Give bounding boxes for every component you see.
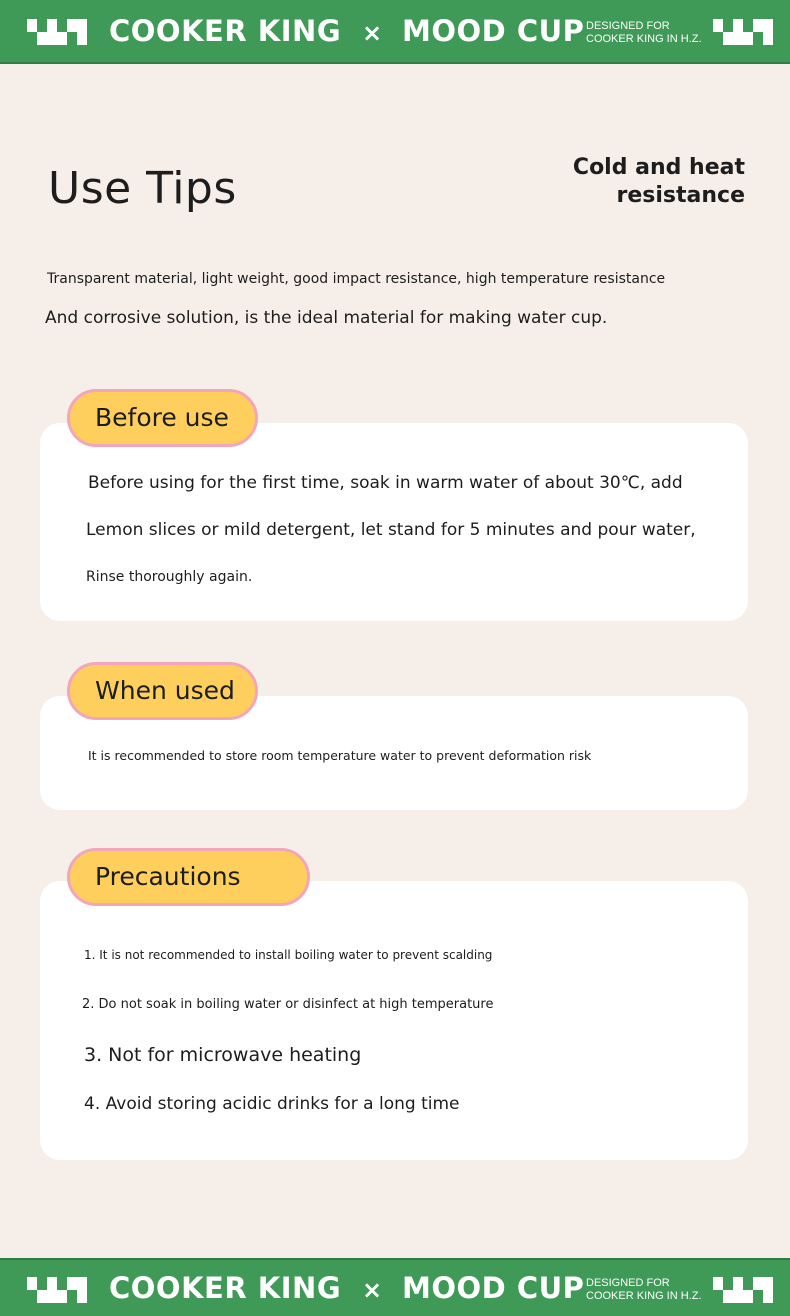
collab-times-icon: × xyxy=(362,19,383,47)
before-use-card xyxy=(40,423,748,621)
before-use-line: Before using for the first time, soak in warm water of about 30℃, add xyxy=(88,473,683,493)
checker-pattern-icon xyxy=(27,19,87,45)
before-use-line: Lemon slices or mild detergent, let stand for 5 minutes and pour water, xyxy=(86,520,696,540)
brand-cooker-king: COOKER KING xyxy=(109,14,342,48)
checker-pattern-icon xyxy=(713,1277,773,1303)
top-banner xyxy=(0,0,790,64)
precaution-item: 2. Do not soak in boiling water or disinfect at high temperature xyxy=(82,997,494,1012)
brand-cooker-king: COOKER KING xyxy=(109,1271,342,1305)
before-use-heading: Before use xyxy=(67,389,258,447)
intro-line-1: Transparent material, light weight, good impact resistance, high temperature resistance xyxy=(47,271,666,287)
when-used-line: It is recommended to store room temperature water to prevent deformation risk xyxy=(88,748,592,763)
intro-line-2: And corrosive solution, is the ideal material for making water cup. xyxy=(45,308,608,328)
precaution-item: 4. Avoid storing acidic drinks for a long time xyxy=(84,1094,460,1114)
page-title: Use Tips xyxy=(48,163,237,214)
brand-mood-cup: MOOD CUP xyxy=(402,14,585,48)
checker-pattern-icon xyxy=(27,1277,87,1303)
when-used-heading: When used xyxy=(67,662,258,720)
checker-pattern-icon xyxy=(713,19,773,45)
designed-for-text: DESIGNED FOR COOKER KING IN H.Z. xyxy=(586,20,702,45)
feature-heading: Cold and heat resistance xyxy=(572,155,745,208)
precautions-card xyxy=(40,881,748,1160)
brand-mood-cup: MOOD CUP xyxy=(402,1271,585,1305)
precaution-item: 1. It is not recommended to install boiling water to prevent scalding xyxy=(84,948,493,962)
collab-times-icon: × xyxy=(362,1276,383,1304)
precautions-heading: Precautions xyxy=(67,848,310,906)
bottom-banner xyxy=(0,1258,790,1316)
before-use-line: Rinse thoroughly again. xyxy=(86,569,253,585)
designed-for-text: DESIGNED FOR COOKER KING IN H.Z. xyxy=(586,1277,702,1302)
precaution-item: 3. Not for microwave heating xyxy=(84,1044,362,1066)
